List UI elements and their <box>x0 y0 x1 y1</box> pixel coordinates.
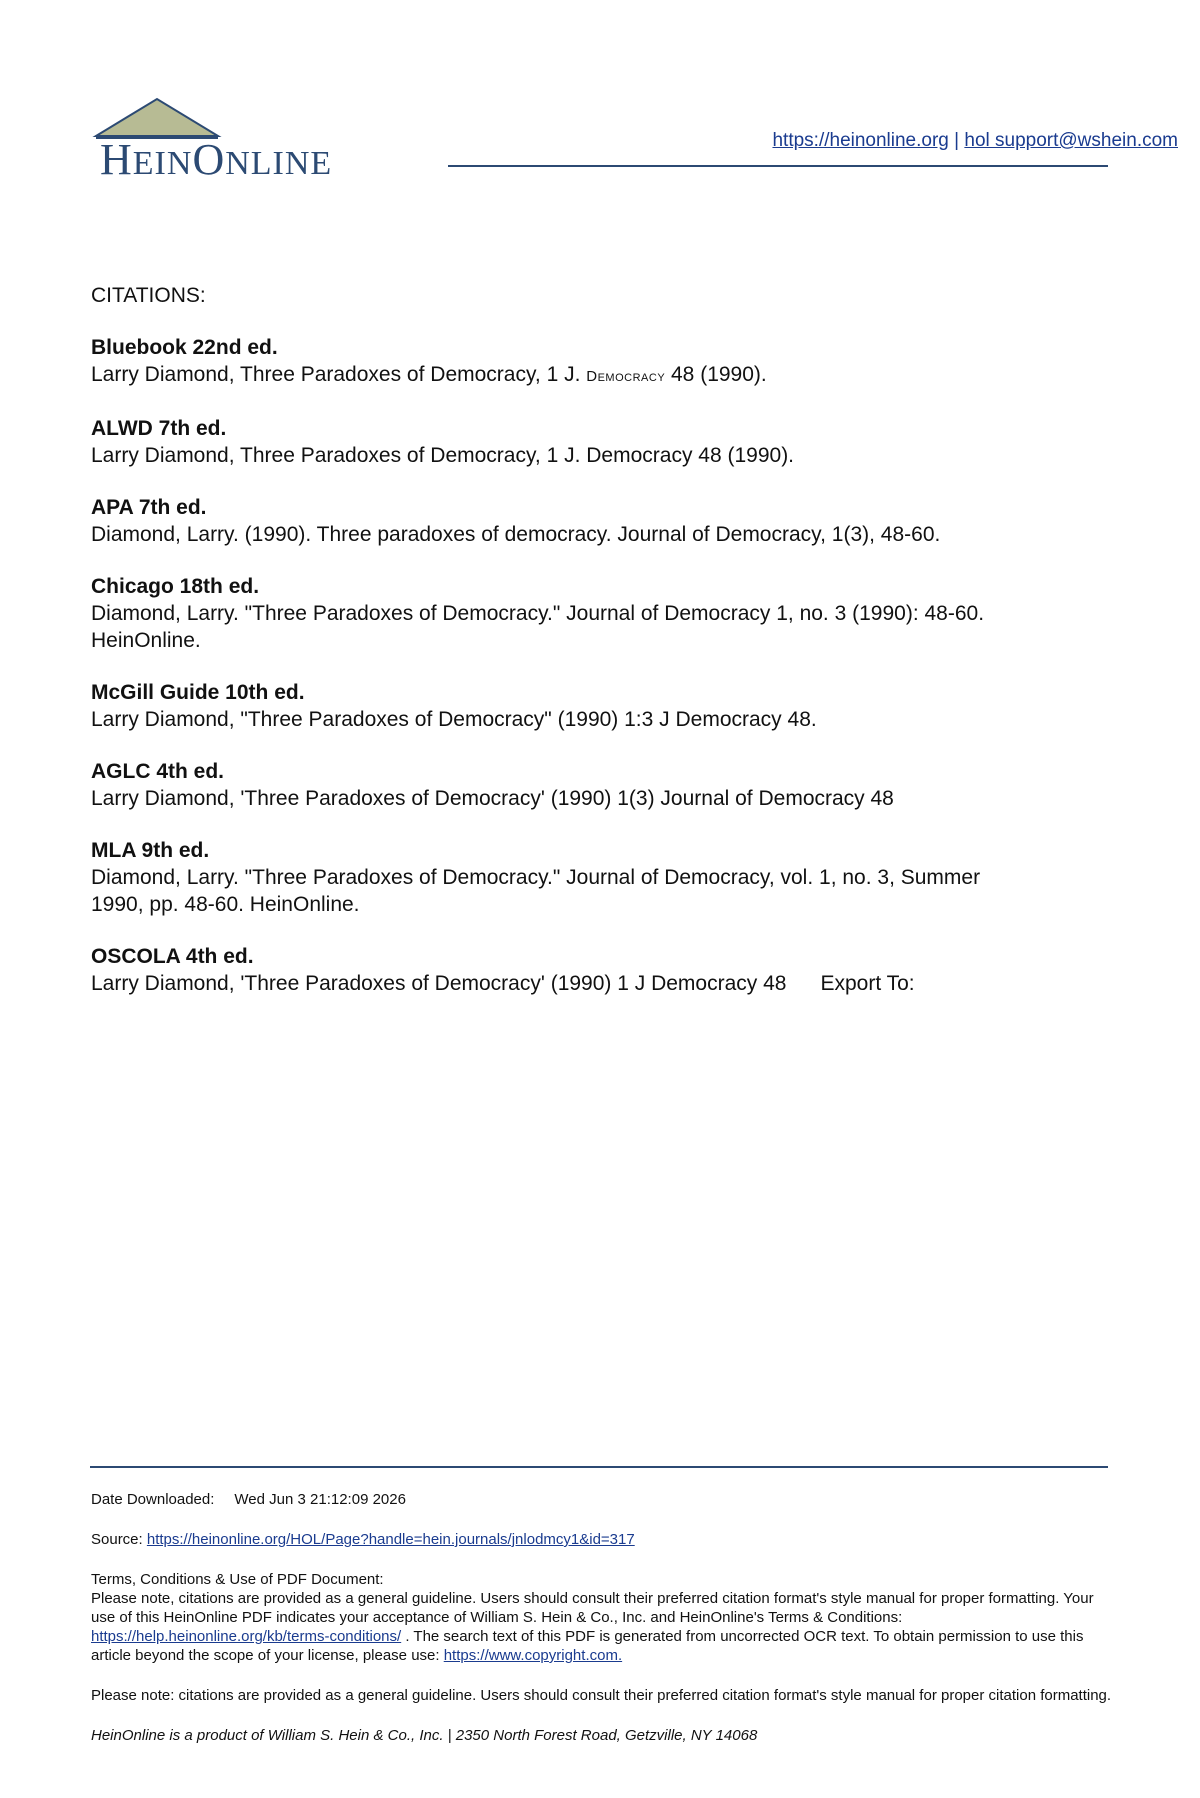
citation-label: ALWD 7th ed. <box>91 417 227 440</box>
citation-chicago <box>91 573 1071 654</box>
citation-text: Larry Diamond, 'Three Paradoxes of Democracy' (1990) 1 J Democracy 48 Export To: <box>91 972 915 995</box>
copyright-link[interactable]: https://www.copyright.com. <box>443 1647 623 1664</box>
logo-wordmark: HEINONLINE <box>100 135 333 184</box>
header-divider <box>448 165 1108 167</box>
citation-label: MLA 9th ed. <box>91 839 210 862</box>
citation-label: McGill Guide 10th ed. <box>91 681 305 704</box>
citations-title: CITATIONS: <box>91 284 206 307</box>
citation-label: Chicago 18th ed. <box>91 575 260 598</box>
citation-label: AGLC 4th ed. <box>91 760 225 783</box>
support-email-link[interactable]: hol support@wshein.com <box>964 130 1178 151</box>
source-link[interactable]: https://heinonline.org/HOL/Page?handle=hein.journals/jnlodmcy1&id=317 <box>146 1531 635 1548</box>
source-line: Source: https://heinonline.org/HOL/Page?handle=hein.journals/jnlodmcy1&id=317 <box>91 1531 635 1548</box>
export-to-label[interactable]: Export To: <box>820 972 915 995</box>
terms-link[interactable]: https://help.heinonline.org/kb/terms-conditions/ <box>91 1628 402 1645</box>
citation-text: Diamond, Larry. (1990). Three paradoxes of democracy. Journal of Democracy, 1(3), 48-60. <box>91 523 941 546</box>
citation-mcgill <box>91 679 1071 733</box>
citation-label: Bluebook 22nd ed. <box>91 336 278 359</box>
publisher-line: HeinOnline is a product of William S. Hein & Co., Inc. | 2350 North Forest Road, Getzville, NY 14068 <box>91 1727 758 1744</box>
citations-section <box>91 282 1071 1022</box>
terms-title: Terms, Conditions & Use of PDF Document: <box>91 1571 384 1588</box>
footer <box>91 1490 1121 1766</box>
citation-text: Larry Diamond, Three Paradoxes of Democracy, 1 J. Democracy 48 (1990). <box>91 444 795 467</box>
heinonline-link[interactable]: https://heinonline.org <box>772 130 949 151</box>
header-links <box>772 130 1178 152</box>
citation-text: Larry Diamond, 'Three Paradoxes of Democracy' (1990) 1(3) Journal of Democracy 48 <box>91 787 894 810</box>
citation-text: Larry Diamond, "Three Paradoxes of Democracy" (1990) 1:3 J Democracy 48. <box>91 708 817 731</box>
citation-alwd <box>91 415 1071 469</box>
citation-text: Larry Diamond, Three Paradoxes of Democracy, 1 J. Democracy 48 (1990). <box>91 363 767 386</box>
citation-label: OSCOLA 4th ed. <box>91 945 254 968</box>
header-separator: | <box>948 130 965 151</box>
citation-text: Diamond, Larry. "Three Paradoxes of Democracy." Journal of Democracy 1, no. 3 (1990): 48-60. HeinOnline. <box>91 602 985 652</box>
citation-aglc <box>91 758 1071 812</box>
citation-mla <box>91 837 1071 918</box>
citation-label: APA 7th ed. <box>91 496 207 519</box>
citation-oscola <box>91 943 1071 997</box>
heinonline-logo <box>92 96 392 196</box>
citation-note: Please note: citations are provided as a general guideline. Users should consult their preferred citation format's style manual for proper citation formatting. <box>91 1687 1112 1704</box>
footer-divider <box>90 1466 1108 1468</box>
citation-bluebook <box>91 334 1071 390</box>
citation-text: Diamond, Larry. "Three Paradoxes of Democracy." Journal of Democracy, vol. 1, no. 3, Summer 1990, pp. 48-60. HeinOnline. <box>91 866 981 916</box>
date-downloaded: Date Downloaded: Wed Jun 3 21:12:09 2026 <box>91 1491 406 1508</box>
citation-apa <box>91 494 1071 548</box>
terms-block: Terms, Conditions & Use of PDF Document: Please note, citations are provided as a general guideline. Users should consult their preferred citation format's style manual for proper formatting. Your use of this HeinOnline PDF indicates your acceptance of William S. Hein & Co., Inc. and HeinOnline's Terms & Conditions: https://help.heinonline.org/kb/terms-conditions/ . The search text of this PDF is generated from uncorrected OCR text. To obtain permission to use this article beyond the scope of your license, please use: https://www.copyright.com. <box>91 1571 1094 1664</box>
